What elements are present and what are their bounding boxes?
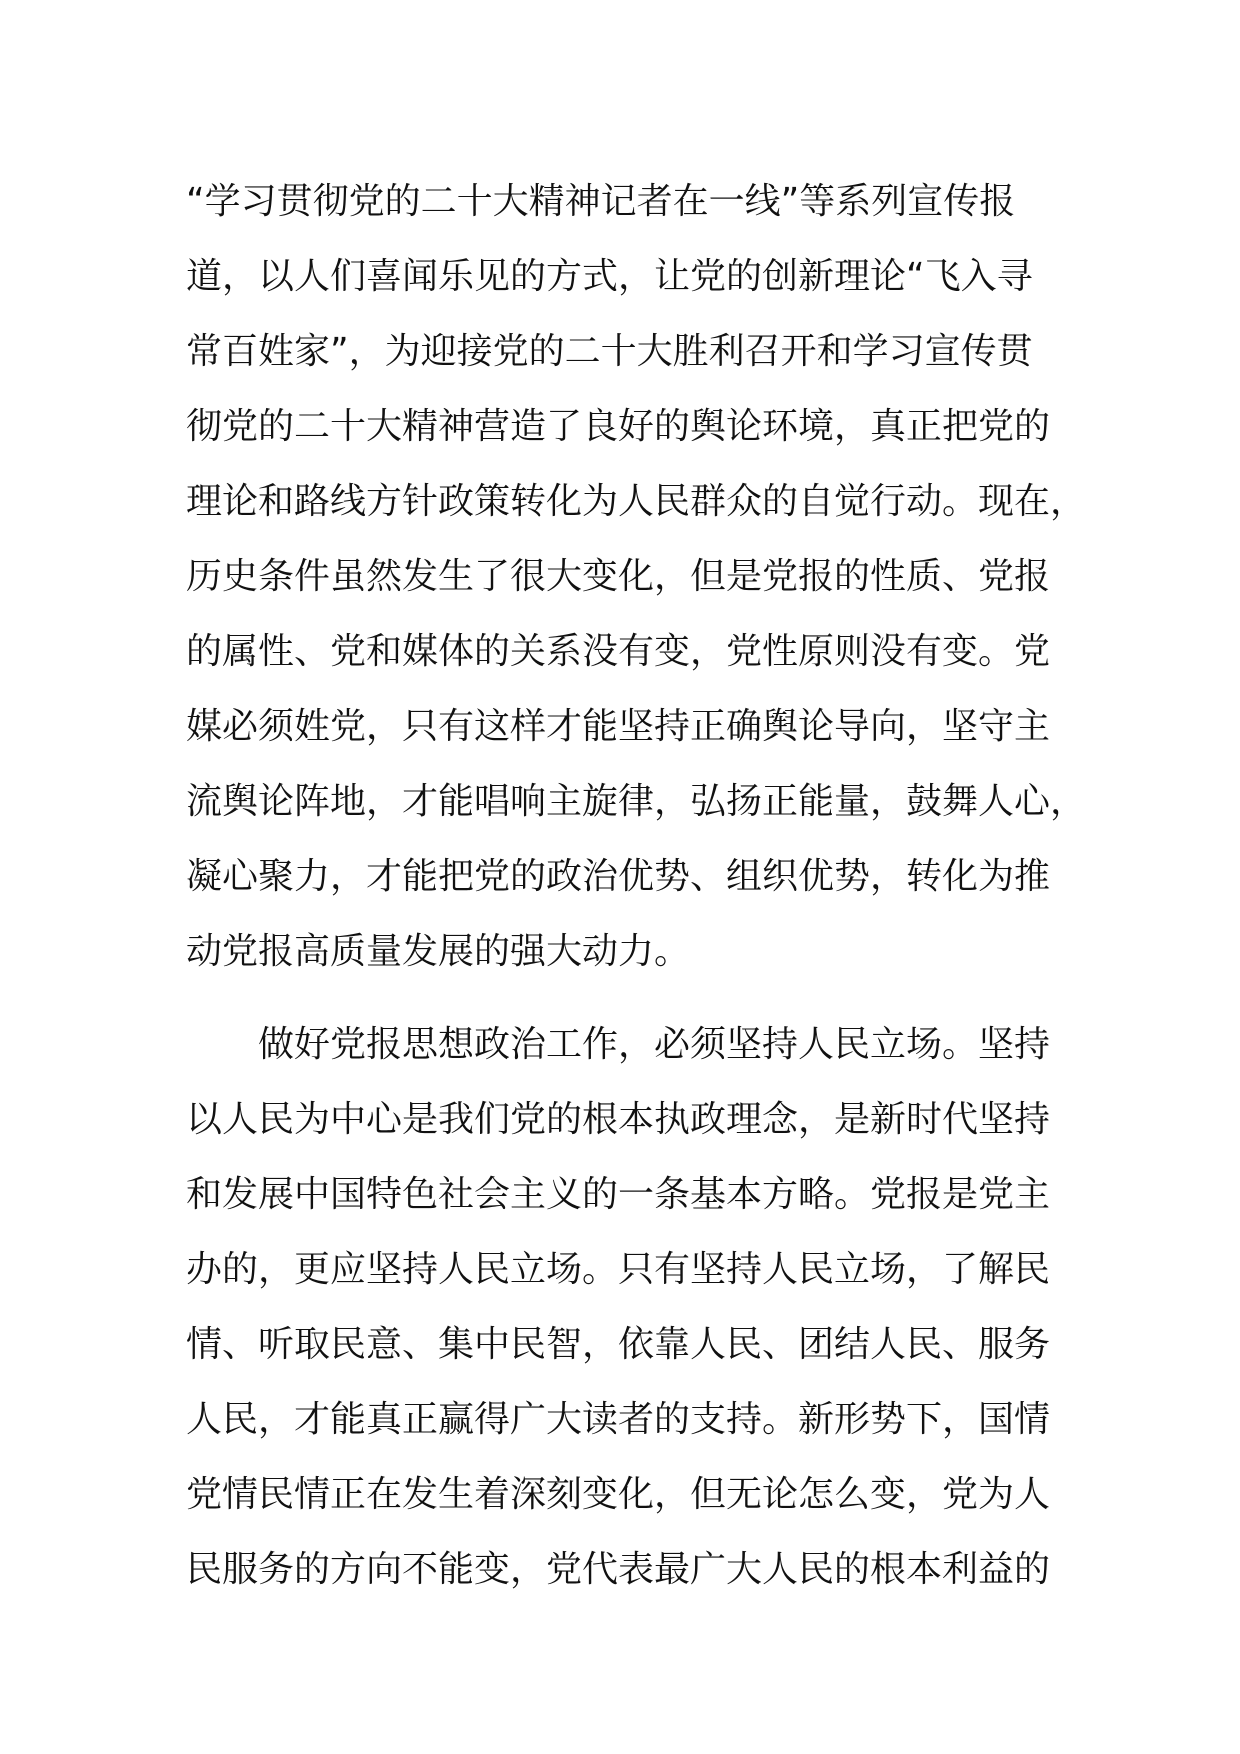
paragraph-line: 做好党报思想政治工作，必须坚持人民立场。坚持 xyxy=(186,1024,1051,1065)
paragraph-line: 道，以人们喜闻乐见的方式，让党的创新理论“飞入寻 xyxy=(186,256,1033,297)
paragraph-2 xyxy=(186,1007,1086,1607)
paragraph-spacing xyxy=(186,989,1086,1007)
paragraph-line: 理论和路线方针政策转化为人民群众的自觉行动。现在， xyxy=(186,481,1087,522)
paragraph-line: 办的，更应坚持人民立场。只有坚持人民立场，了解民 xyxy=(186,1249,1051,1290)
paragraph-line: 常百姓家”，为迎接党的二十大胜利召开和学习宣传贯 xyxy=(186,331,1033,372)
paragraph-1 xyxy=(186,164,1086,989)
document-body xyxy=(186,164,1086,1607)
paragraph-line: 人民，才能真正赢得广大读者的支持。新形势下，国情 xyxy=(186,1399,1051,1440)
paragraph-line: 流舆论阵地，才能唱响主旋律，弘扬正能量，鼓舞人心， xyxy=(186,781,1087,822)
paragraph-line: 历史条件虽然发生了很大变化，但是党报的性质、党报 xyxy=(186,556,1051,597)
paragraph-line: 情、听取民意、集中民智，依靠人民、团结人民、服务 xyxy=(186,1324,1051,1365)
paragraph-line: 动党报高质量发展的强大动力。 xyxy=(186,931,691,972)
paragraph-line: 以人民为中心是我们党的根本执政理念，是新时代坚持 xyxy=(186,1099,1051,1140)
paragraph-line: 党情民情正在发生着深刻变化，但无论怎么变，党为人 xyxy=(186,1474,1051,1515)
paragraph-line: 和发展中国特色社会主义的一条基本方略。党报是党主 xyxy=(186,1174,1051,1215)
paragraph-line: 凝心聚力，才能把党的政治优势、组织优势，转化为推 xyxy=(186,856,1051,897)
paragraph-line: 彻党的二十大精神营造了良好的舆论环境，真正把党的 xyxy=(186,406,1051,447)
paragraph-line: “学习贯彻党的二十大精神记者在一线”等系列宣传报 xyxy=(186,181,1016,222)
paragraph-line: 媒必须姓党，只有这样才能坚持正确舆论导向，坚守主 xyxy=(186,706,1051,747)
paragraph-line: 的属性、党和媒体的关系没有变，党性原则没有变。党 xyxy=(186,631,1051,672)
paragraph-line: 民服务的方向不能变，党代表最广大人民的根本利益的 xyxy=(186,1549,1051,1590)
